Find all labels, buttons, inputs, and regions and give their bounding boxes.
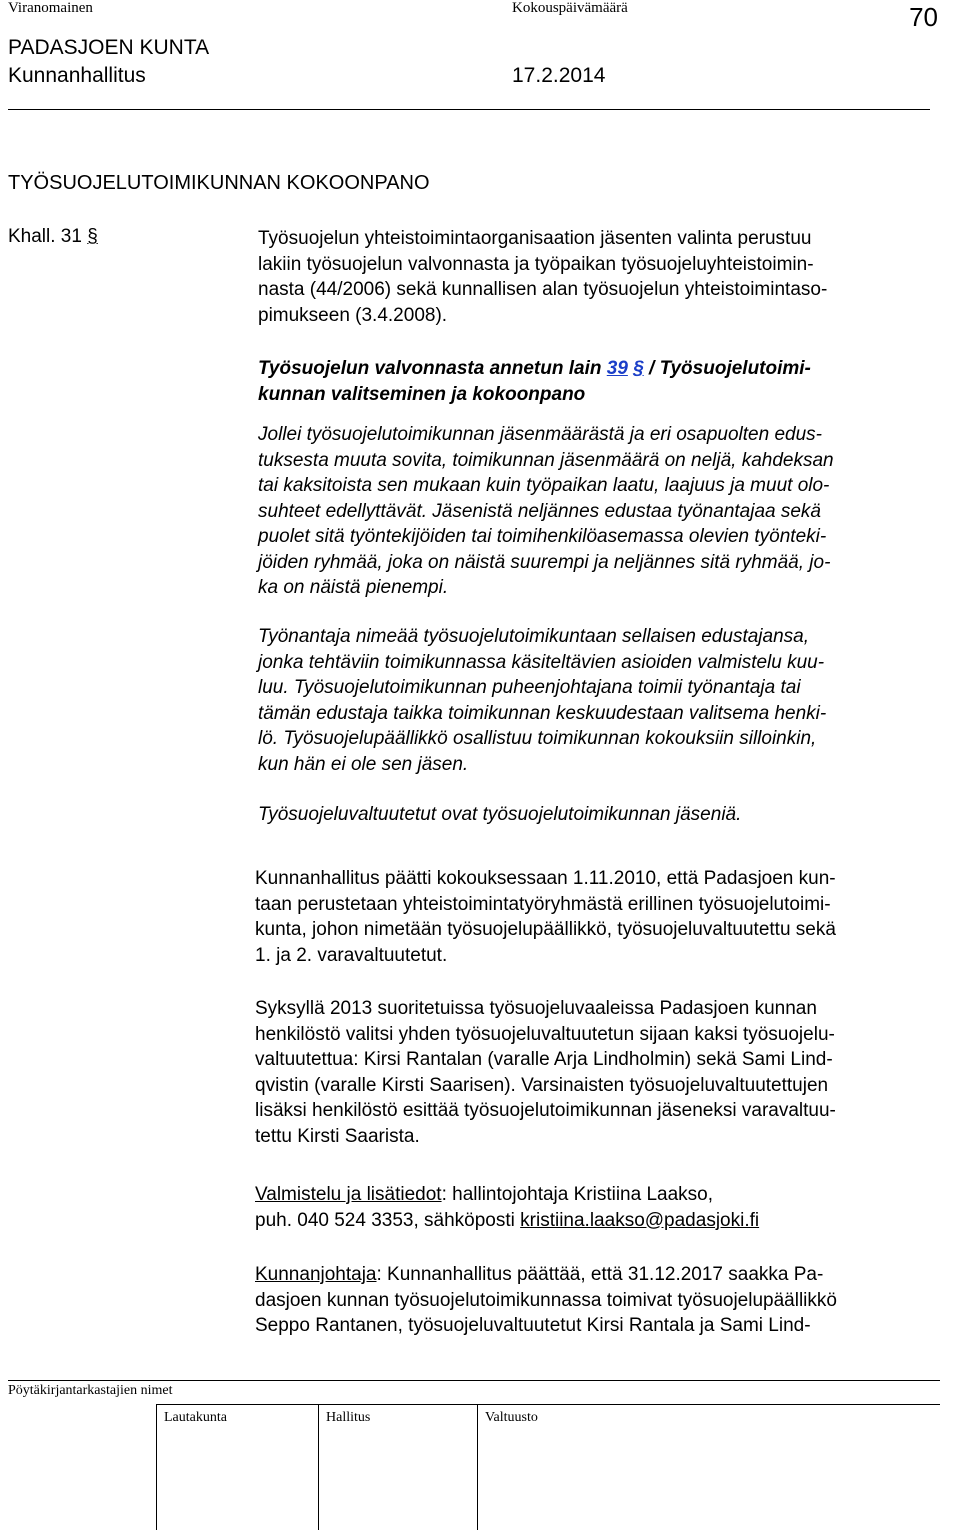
manager-text: : Kunnanhallitus päättää, että 31.12.2017 saakka Pa- <box>376 1264 824 1285</box>
quote-line: Jollei työsuojelutoimikunnan jäsenmäärästä ja eri osapuolten edus- <box>258 424 822 445</box>
law-heading-suffix: / Työsuojelutoimi- <box>649 358 811 379</box>
header-date-label: Kokouspäivämäärä <box>512 0 628 16</box>
footer-col-government: Hallitus <box>326 1410 371 1425</box>
decision-paragraph-2010 <box>255 866 955 968</box>
section-ref-text: Khall. 31 <box>8 226 82 247</box>
body-line: Syksyllä 2013 suoritetuissa työsuojeluvaaleissa Padasjoen kunnan <box>255 998 817 1019</box>
footer-column-divider <box>318 1404 319 1530</box>
body-line: 1. ja 2. varavaltuutetut. <box>255 944 448 966</box>
quote-line: lö. Työsuojelupäällikkö osallistuu toimikunnan kokouksiin silloinkin, <box>258 728 817 749</box>
body-line: lisäksi henkilöstö esittää työsuojelutoimikunnan jäseneksi varavaltuu- <box>255 1100 836 1121</box>
preparation-label: Valmistelu ja lisätiedot <box>255 1184 442 1205</box>
body-line: henkilöstö valitsi yhden työsuojeluvaltuutetun sijaan kaksi työsuojelu- <box>255 1023 835 1045</box>
law-heading <box>258 356 958 407</box>
quote-line: luu. Työsuojelutoimikunnan puheenjohtajana toimii työnantaja tai <box>258 677 801 698</box>
law-quote-paragraph-1 <box>258 422 958 601</box>
body-line: Seppo Rantanen, työsuojeluvaltuutetut Kirsi Rantala ja Sami Lind- <box>255 1315 811 1336</box>
quote-line: suhteet edellyttävät. Jäsenistä neljännes edustaa työnantajaa sekä <box>258 500 821 522</box>
document-title: TYÖSUOJELUTOIMIKUNNAN KOKOONPANO <box>8 172 430 194</box>
election-paragraph-2013 <box>255 996 955 1149</box>
section-reference <box>8 226 98 248</box>
intro-line: Työsuojelun yhteistoimintaorganisaation jäsenten valinta perustuu <box>258 228 812 249</box>
intro-line: lakiin työsuojelun valvonnasta ja työpaikan työsuojeluyhteistoimin- <box>258 253 814 275</box>
quote-line: tämän edustaja taikka toimikunnan keskuudestaan valitsema henki- <box>258 702 827 724</box>
email-link[interactable]: kristiina.laakso@padasjoki.fi <box>520 1209 760 1231</box>
quote-line: ka on näistä pienempi. <box>258 577 449 598</box>
header-authority-label: Viranomainen <box>8 0 93 16</box>
law-heading-prefix: Työsuojelun valvonnasta annetun lain <box>258 358 602 379</box>
municipality-name: PADASJOEN KUNTA <box>8 36 210 59</box>
quote-line: puolet sitä työntekijöiden tai toimihenkilöasemassa olevien työnteki- <box>258 526 827 547</box>
body-line: taan perustetaan yhteistoimintatyöryhmästä erillinen työsuojelutoimi- <box>255 893 831 915</box>
body-line: kunta, johon nimetään työsuojelupäällikkö, työsuojeluvaltuutettu sekä <box>255 919 836 940</box>
quote-line: tuksesta muuta sovita, toimikunnan jäsenmäärä on neljä, kahdeksan <box>258 449 834 471</box>
quote-line: jöiden ryhmää, joka on näistä suurempi ja neljännes sitä ryhmää, jo- <box>258 551 831 573</box>
quote-line: jonka tehtäviin toimikunnassa käsiteltävien asioiden valmistelu kuu- <box>258 651 825 673</box>
preparation-text: : hallintojohtaja Kristiina Laakso, <box>441 1184 714 1205</box>
footer-inspectors-label: Pöytäkirjantarkastajien nimet <box>8 1383 173 1398</box>
header-divider <box>8 109 930 110</box>
manager-proposal <box>255 1262 955 1339</box>
quote-line: Työnantaja nimeää työsuojelutoimikuntaan sellaisen edustajansa, <box>258 626 809 647</box>
footer-column-divider <box>477 1404 478 1530</box>
body-line: valtuutettua: Kirsi Rantalan (varalle Arja Lindholmin) sekä Sami Lind- <box>255 1049 833 1070</box>
intro-paragraph <box>258 226 958 328</box>
law-quote-paragraph-3 <box>258 802 958 828</box>
footer-col-council: Valtuusto <box>485 1410 538 1425</box>
body-line: dasjoen kunnan työsuojelutoimikunnassa toimivat työsuojelupäällikkö <box>255 1289 837 1311</box>
meeting-date: 17.2.2014 <box>512 64 606 87</box>
section-sign-link[interactable]: § <box>87 226 98 247</box>
quote-line: tai kaksitoista sen mukaan kuin työpaikan laatu, laajuus ja muut olo- <box>258 475 830 496</box>
law-quote-paragraph-2 <box>258 624 958 777</box>
law-section-sign-link[interactable]: § <box>633 358 644 379</box>
footer-col-board: Lautakunta <box>164 1410 227 1425</box>
phone-text: puh. 040 524 3353, sähköposti <box>255 1209 521 1231</box>
body-line: tettu Kirsti Saarista. <box>255 1125 420 1147</box>
manager-label: Kunnanjohtaja <box>255 1264 377 1285</box>
authority-name: Kunnanhallitus <box>8 64 146 87</box>
body-line: qvistin (varalle Kirsti Saarisen). Varsinaisten työsuojeluvaltuutettujen <box>255 1074 829 1096</box>
body-line: Kunnanhallitus päätti kokouksessaan 1.11.2010, että Padasjoen kun- <box>255 868 836 889</box>
page-number: 70 <box>909 2 938 32</box>
law-heading-line2: kunnan valitseminen ja kokoonpano <box>258 383 586 405</box>
footer-column-divider <box>156 1404 157 1530</box>
law-section-link[interactable]: 39 <box>606 358 628 379</box>
footer-divider <box>8 1380 940 1381</box>
intro-line: pimukseen (3.4.2008). <box>258 304 448 326</box>
intro-line: nasta (44/2006) sekä kunnallisen alan työsuojelun yhteistoimintaso- <box>258 279 828 300</box>
footer-table-top-rule <box>156 1404 940 1405</box>
preparation-contact <box>255 1182 955 1233</box>
quote-line: kun hän ei ole sen jäsen. <box>258 753 469 775</box>
quote-line: Työsuojeluvaltuutetut ovat työsuojelutoimikunnan jäseniä. <box>258 804 742 825</box>
